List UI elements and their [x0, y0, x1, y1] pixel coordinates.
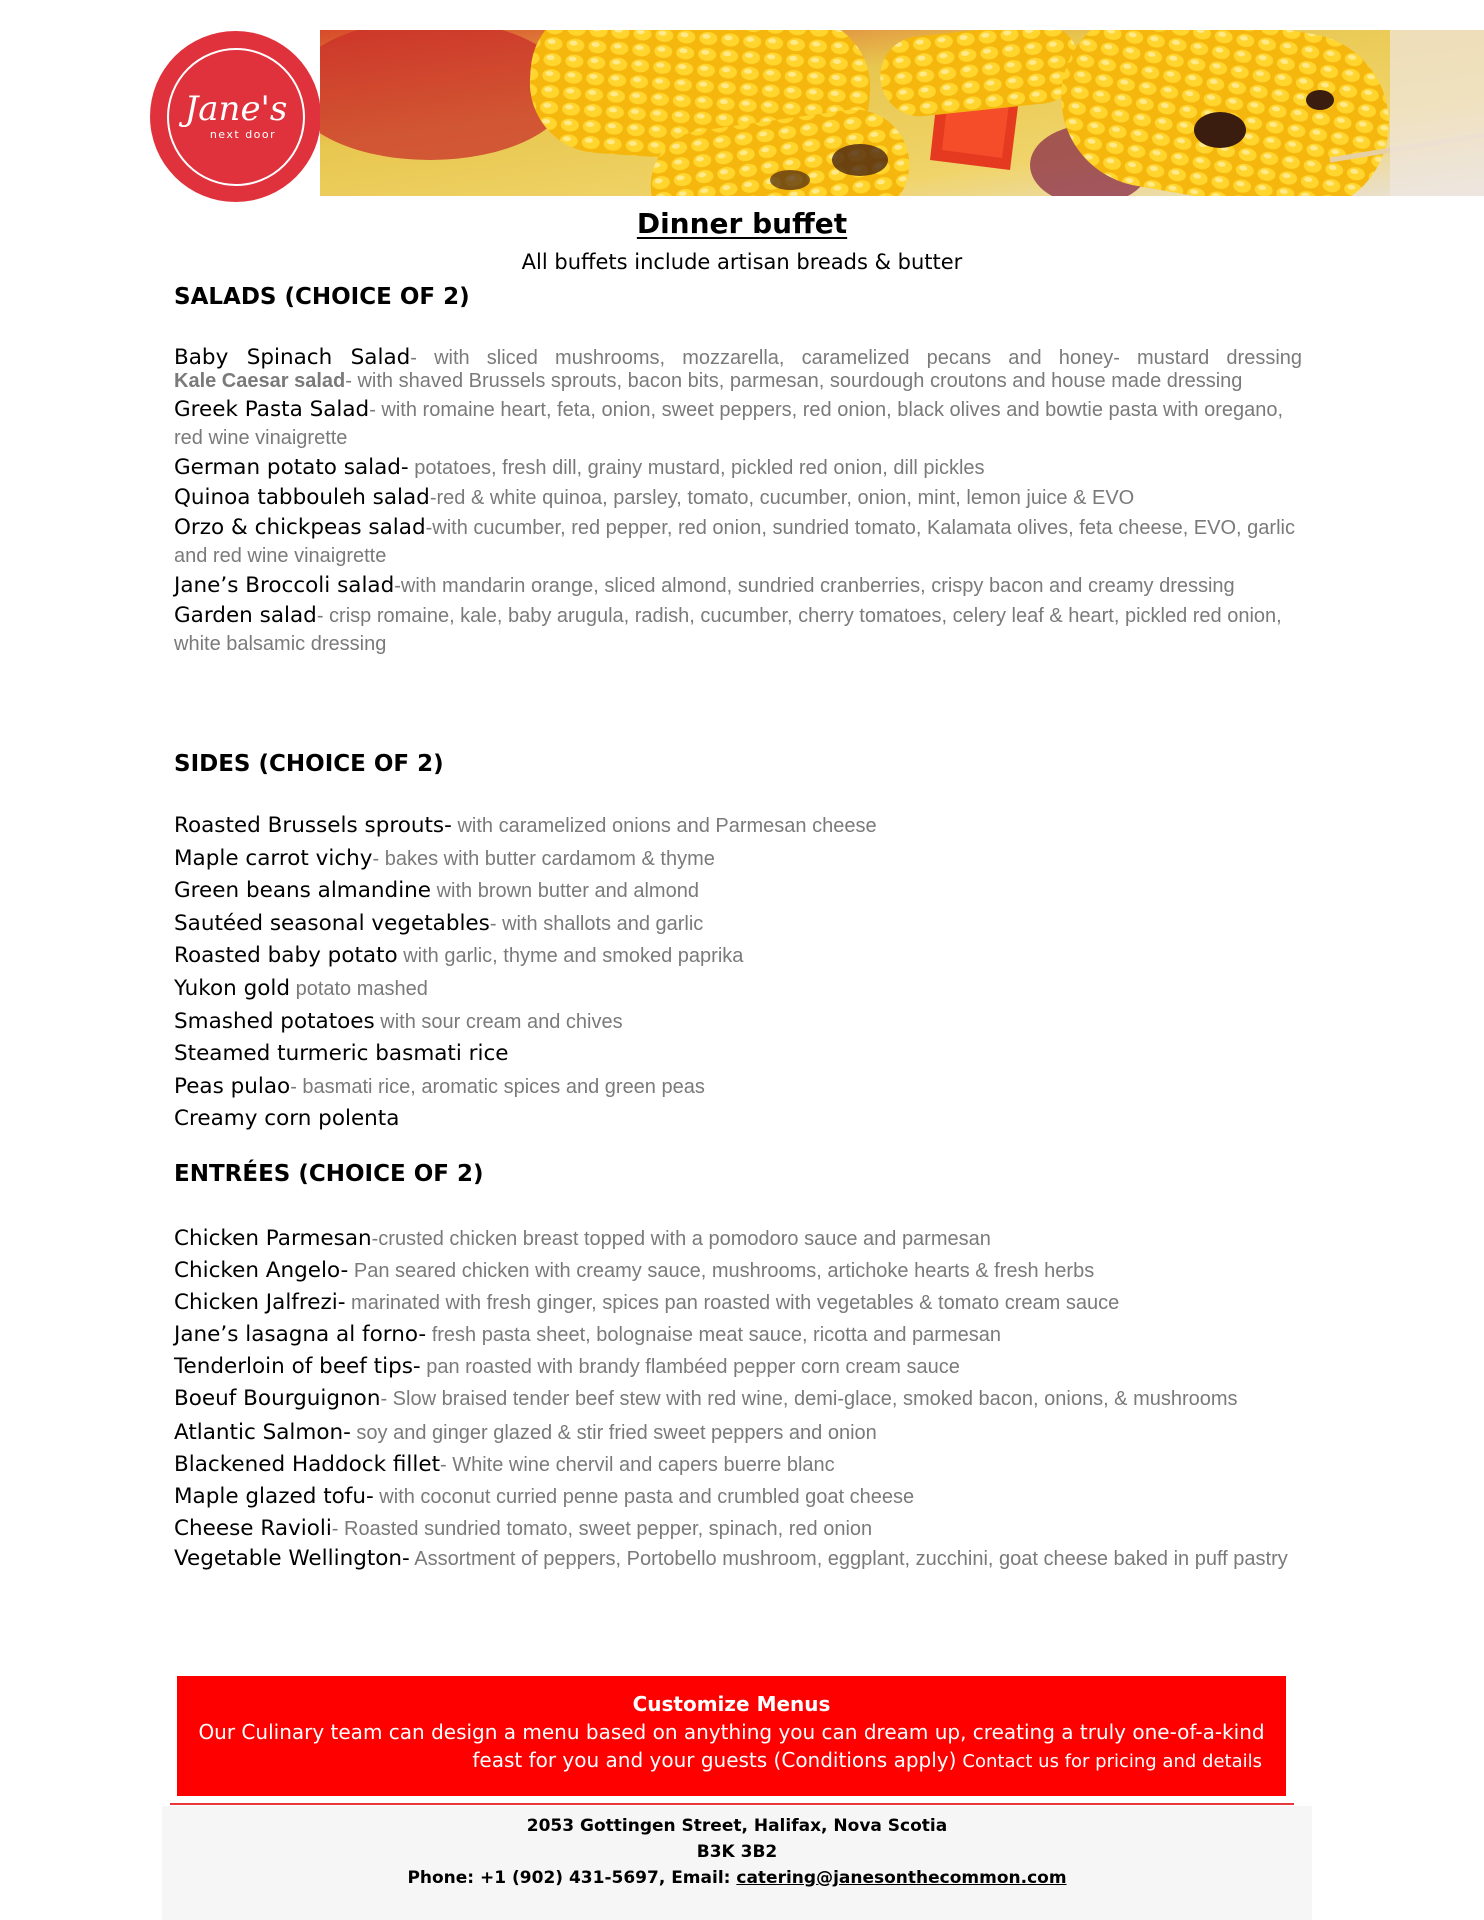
item-name: Chicken Parmesan	[174, 1226, 372, 1251]
item-description: fresh pasta sheet, bolognaise meat sauce, ricotta and parmesan	[426, 1324, 1001, 1346]
side-item-baby-potato	[174, 940, 1302, 973]
side-item-basmati-rice	[174, 1038, 1302, 1071]
footer-phone-email	[162, 1865, 1312, 1891]
item-description: with caramelized onions and Parmesan cheese	[451, 815, 877, 837]
item-name: Roasted Brussels sprouts-	[174, 813, 452, 838]
item-name: Chicken Jalfrezi-	[174, 1290, 346, 1315]
salad-item-garden	[174, 602, 1302, 658]
salad-item-orzo-chickpeas	[174, 514, 1302, 570]
item-name: Blackened Haddock fillet	[174, 1452, 441, 1477]
salad-item-german-potato	[174, 454, 1302, 482]
entree-item-maple-tofu	[174, 1481, 1302, 1513]
item-name: Vegetable Wellington-	[174, 1546, 410, 1571]
footer-contact	[162, 1806, 1312, 1920]
entree-item-chicken-parmesan	[174, 1223, 1302, 1255]
footer-phone: Phone: +1 (902) 431-5697, Email:	[407, 1868, 737, 1888]
item-description: - with shaved Brussels sprouts, bacon bits, parmesan, sourdough croutons and house made dressing	[345, 370, 1243, 392]
side-item-corn-polenta	[174, 1103, 1302, 1136]
item-name: Baby Spinach Salad	[174, 345, 411, 370]
footer-divider	[170, 1803, 1294, 1805]
item-name: Creamy corn polenta	[174, 1106, 400, 1132]
entree-item-boeuf-bourguignon	[174, 1385, 1302, 1413]
entree-item-chicken-angelo	[174, 1255, 1302, 1287]
item-description: -red & white quinoa, parsley, tomato, cucumber, onion, mint, lemon juice & EVO	[429, 487, 1135, 509]
entree-item-beef-tips	[174, 1351, 1302, 1383]
cta-title: Customize Menus	[632, 1692, 831, 1716]
item-description: with brown butter and almond	[431, 880, 699, 903]
item-description: -crusted chicken breast topped with a pomodoro sauce and parmesan	[371, 1228, 991, 1250]
item-name: German potato salad-	[174, 455, 409, 480]
cta-text-line2	[472, 1748, 1262, 1772]
footer-postal-code: B3K 3B2	[696, 1842, 778, 1862]
entree-item-cheese-ravioli	[174, 1513, 1302, 1545]
item-description: - with sliced mushrooms, mozzarella, caramelized pecans and honey- mustard dressing	[410, 347, 1303, 369]
side-item-carrot-vichy	[174, 843, 1302, 876]
item-name: Chicken Angelo-	[174, 1258, 349, 1283]
item-description: -with cucumber, red pepper, red onion, sundried tomato, Kalamata olives, feta cheese, EVO, garlic and red wine vinaigrette	[174, 517, 1295, 567]
item-description: Assortment of peppers, Portobello mushroom, eggplant, zucchini, goat cheese baked in puff pastry	[409, 1548, 1288, 1570]
side-item-sauteed-vegetables	[174, 908, 1302, 941]
salad-item-broccoli	[174, 572, 1302, 600]
item-name: Steamed turmeric basmati rice	[174, 1041, 509, 1067]
item-description: - crisp romaine, kale, baby arugula, radish, cucumber, cherry tomatoes, celery leaf & heart, pickled red onion, white balsamic dressing	[174, 605, 1282, 655]
footer-address: 2053 Gottingen Street, Halifax, Nova Scotia	[526, 1816, 948, 1836]
side-item-green-beans	[174, 875, 1302, 908]
item-description: - White wine chervil and capers buerre blanc	[440, 1454, 835, 1476]
logo	[150, 31, 321, 202]
item-description: with coconut curried penne pasta and crumbled goat cheese	[373, 1486, 915, 1508]
cta-contact-text: Contact us for pricing and details	[962, 1751, 1262, 1772]
item-name: Orzo & chickpeas salad	[174, 515, 426, 540]
salads-list	[174, 344, 1302, 660]
item-name: Greek Pasta Salad	[174, 397, 370, 422]
cta-text-line1: Our Culinary team can design a menu based on anything you can dream up, creating a truly one-of-a-kind	[198, 1720, 1265, 1744]
item-name: Yukon gold	[174, 975, 291, 1001]
item-description: - with romaine heart, feta, onion, sweet peppers, red onion, black olives and bowtie pasta with oregano, red wine vinaigrette	[174, 399, 1284, 449]
item-name: Maple carrot vichy	[174, 845, 373, 871]
item-description: - with shallots and garlic	[489, 912, 704, 935]
item-name: Smashed potatoes	[174, 1008, 375, 1034]
item-description: marinated with fresh ginger, spices pan roasted with vegetables & tomato cream sauce	[345, 1292, 1120, 1314]
header-banner-image	[320, 30, 1484, 196]
item-description: -with mandarin orange, sliced almond, sundried cranberries, crispy bacon and creamy dressing	[394, 575, 1235, 597]
page-title: Dinner buffet	[636, 207, 848, 240]
entree-item-vegetable-wellington	[174, 1545, 1302, 1573]
entree-item-haddock	[174, 1449, 1302, 1481]
side-item-smashed-potatoes	[174, 1006, 1302, 1039]
item-description: - basmati rice, aromatic spices and green peas	[290, 1075, 705, 1098]
item-description: potato mashed	[290, 977, 428, 1000]
grilled-corn-illustration	[320, 30, 1484, 196]
logo-ring	[167, 48, 305, 186]
logo-subtext: next door	[209, 127, 276, 141]
page-subtitle: All buffets include artisan breads & butter	[521, 250, 963, 274]
side-item-yukon-gold	[174, 973, 1302, 1006]
side-item-brussels-sprouts	[174, 810, 1302, 843]
item-description: - bakes with butter cardamom & thyme	[372, 847, 715, 870]
item-name: Quinoa tabbouleh salad	[174, 485, 430, 510]
item-name: Atlantic Salmon-	[174, 1420, 351, 1445]
item-name: Cheese Ravioli	[174, 1516, 332, 1541]
entrees-list	[174, 1223, 1302, 1577]
salad-item-quinoa-tabbouleh	[174, 484, 1302, 512]
item-description: soy and ginger glazed & stir fried sweet peppers and onion	[350, 1422, 877, 1444]
item-name: Green beans almandine	[174, 878, 432, 904]
item-description: pan roasted with brandy flambéed pepper corn cream sauce	[420, 1356, 960, 1378]
item-name: Tenderloin of beef tips-	[174, 1354, 421, 1379]
item-name: Roasted baby potato	[174, 943, 398, 969]
item-name: Maple glazed tofu-	[174, 1484, 374, 1509]
item-description: with garlic, thyme and smoked paprika	[397, 945, 744, 968]
footer-email-link[interactable]: catering@janesonthecommon.com	[736, 1868, 1067, 1888]
item-description: Pan seared chicken with creamy sauce, mushrooms, artichoke hearts & fresh herbs	[348, 1260, 1095, 1282]
sides-heading: SIDES (CHOICE OF 2)	[174, 751, 444, 777]
sides-list	[174, 810, 1302, 1136]
item-name: Kale Caesar salad	[174, 370, 346, 392]
side-item-peas-pulao	[174, 1071, 1302, 1104]
logo-mark	[169, 50, 303, 184]
entrees-heading: ENTRÉES (CHOICE OF 2)	[174, 1161, 484, 1187]
item-description: - Slow braised tender beef stew with red wine, demi-glace, smoked bacon, onions, & mushrooms	[380, 1388, 1238, 1410]
item-description: with sour cream and chives	[374, 1010, 623, 1033]
entree-item-chicken-jalfrezi	[174, 1287, 1302, 1319]
item-name: Boeuf Bourguignon	[174, 1386, 381, 1411]
item-name: Peas pulao	[174, 1073, 291, 1099]
item-description: potatoes, fresh dill, grainy mustard, pickled red onion, dill pickles	[408, 457, 985, 479]
item-name: Jane’s lasagna al forno-	[174, 1322, 427, 1347]
logo-text: Jane's	[184, 88, 287, 129]
salads-heading: SALADS (CHOICE OF 2)	[174, 284, 470, 310]
item-name: Jane’s Broccoli salad	[174, 573, 395, 598]
salad-item-kale-caesar	[174, 368, 1302, 394]
item-name: Garden salad	[174, 603, 317, 628]
item-description: - Roasted sundried tomato, sweet pepper, spinach, red onion	[331, 1518, 873, 1540]
customize-menus-banner	[177, 1676, 1286, 1796]
entree-item-lasagna	[174, 1319, 1302, 1351]
entree-item-atlantic-salmon	[174, 1417, 1302, 1449]
item-name: Sautéed seasonal vegetables	[174, 910, 490, 936]
cta-line2-text: feast for you and your guests (Conditions apply)	[472, 1748, 957, 1772]
salad-item-greek-pasta	[174, 396, 1302, 452]
